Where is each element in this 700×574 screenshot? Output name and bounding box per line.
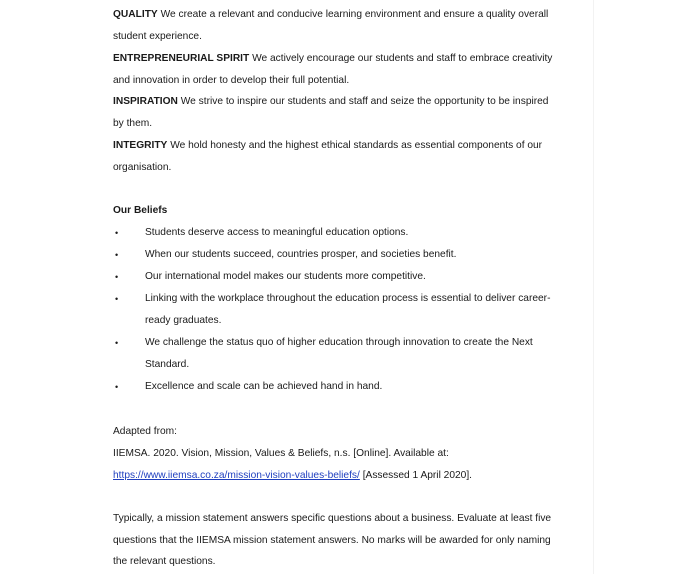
citation-link-line [113, 469, 472, 483]
belief-item: Excellence and scale can be achieved hand in hand. [145, 381, 383, 392]
value-label: INTEGRITY [113, 140, 168, 151]
value-text: organisation. [113, 162, 172, 173]
value-text: by them. [113, 118, 153, 129]
reference-link[interactable]: https://www.iiemsa.co.za/mission-vision-values-beliefs/ [113, 470, 360, 481]
bullet-icon: • [115, 294, 119, 304]
question-text: questions that the IIEMSA mission statement answers. No marks will be awarded for only naming [113, 535, 551, 546]
belief-item-continued: ready graduates. [145, 315, 222, 326]
value-text: student experience. [113, 31, 202, 42]
beliefs-heading: Our Beliefs [113, 205, 168, 216]
value-text: We actively encourage our students and staff to embrace creativity [252, 53, 553, 64]
value-inspiration [113, 95, 548, 109]
value-entrepreneurial [113, 52, 552, 66]
citation-text: IIEMSA. 2020. Vision, Mission, Values & Beliefs, n.s. [Online]. Available at: [113, 448, 449, 459]
bullet-icon: • [115, 250, 119, 260]
question-text: the relevant questions. [113, 556, 216, 567]
adapted-from-label: Adapted from: [113, 426, 177, 437]
value-label: ENTREPRENEURIAL SPIRIT [113, 53, 250, 64]
value-label: INSPIRATION [113, 96, 178, 107]
bullet-icon: • [115, 272, 119, 282]
belief-item: We challenge the status quo of higher education through innovation to create the Next [145, 337, 533, 348]
value-text: We hold honesty and the highest ethical standards as essential components of our [170, 140, 543, 151]
value-text: We create a relevant and conducive learning environment and ensure a quality overall [160, 9, 549, 20]
bullet-icon: • [115, 228, 119, 238]
value-integrity [113, 139, 542, 153]
value-text: We strive to inspire our students and staff and seize the opportunity to be inspired [180, 96, 549, 107]
belief-item-continued: Standard. [145, 359, 190, 370]
question-text: Typically, a mission statement answers specific questions about a business. Evaluate at least five [113, 513, 552, 524]
belief-item: Students deserve access to meaningful education options. [145, 227, 409, 238]
belief-item: Our international model makes our students more competitive. [145, 271, 426, 282]
belief-item: When our students succeed, countries prosper, and societies benefit. [145, 249, 457, 260]
page-edge [593, 0, 594, 574]
value-text: and innovation in order to develop their full potential. [113, 75, 350, 86]
bullet-icon: • [115, 382, 119, 392]
value-label: QUALITY [113, 9, 158, 20]
belief-item: Linking with the workplace throughout the education process is essential to deliver career- [145, 293, 551, 304]
accessed-date: [Assessed 1 April 2020]. [359, 470, 472, 481]
value-quality [113, 8, 548, 22]
bullet-icon: • [115, 338, 119, 348]
